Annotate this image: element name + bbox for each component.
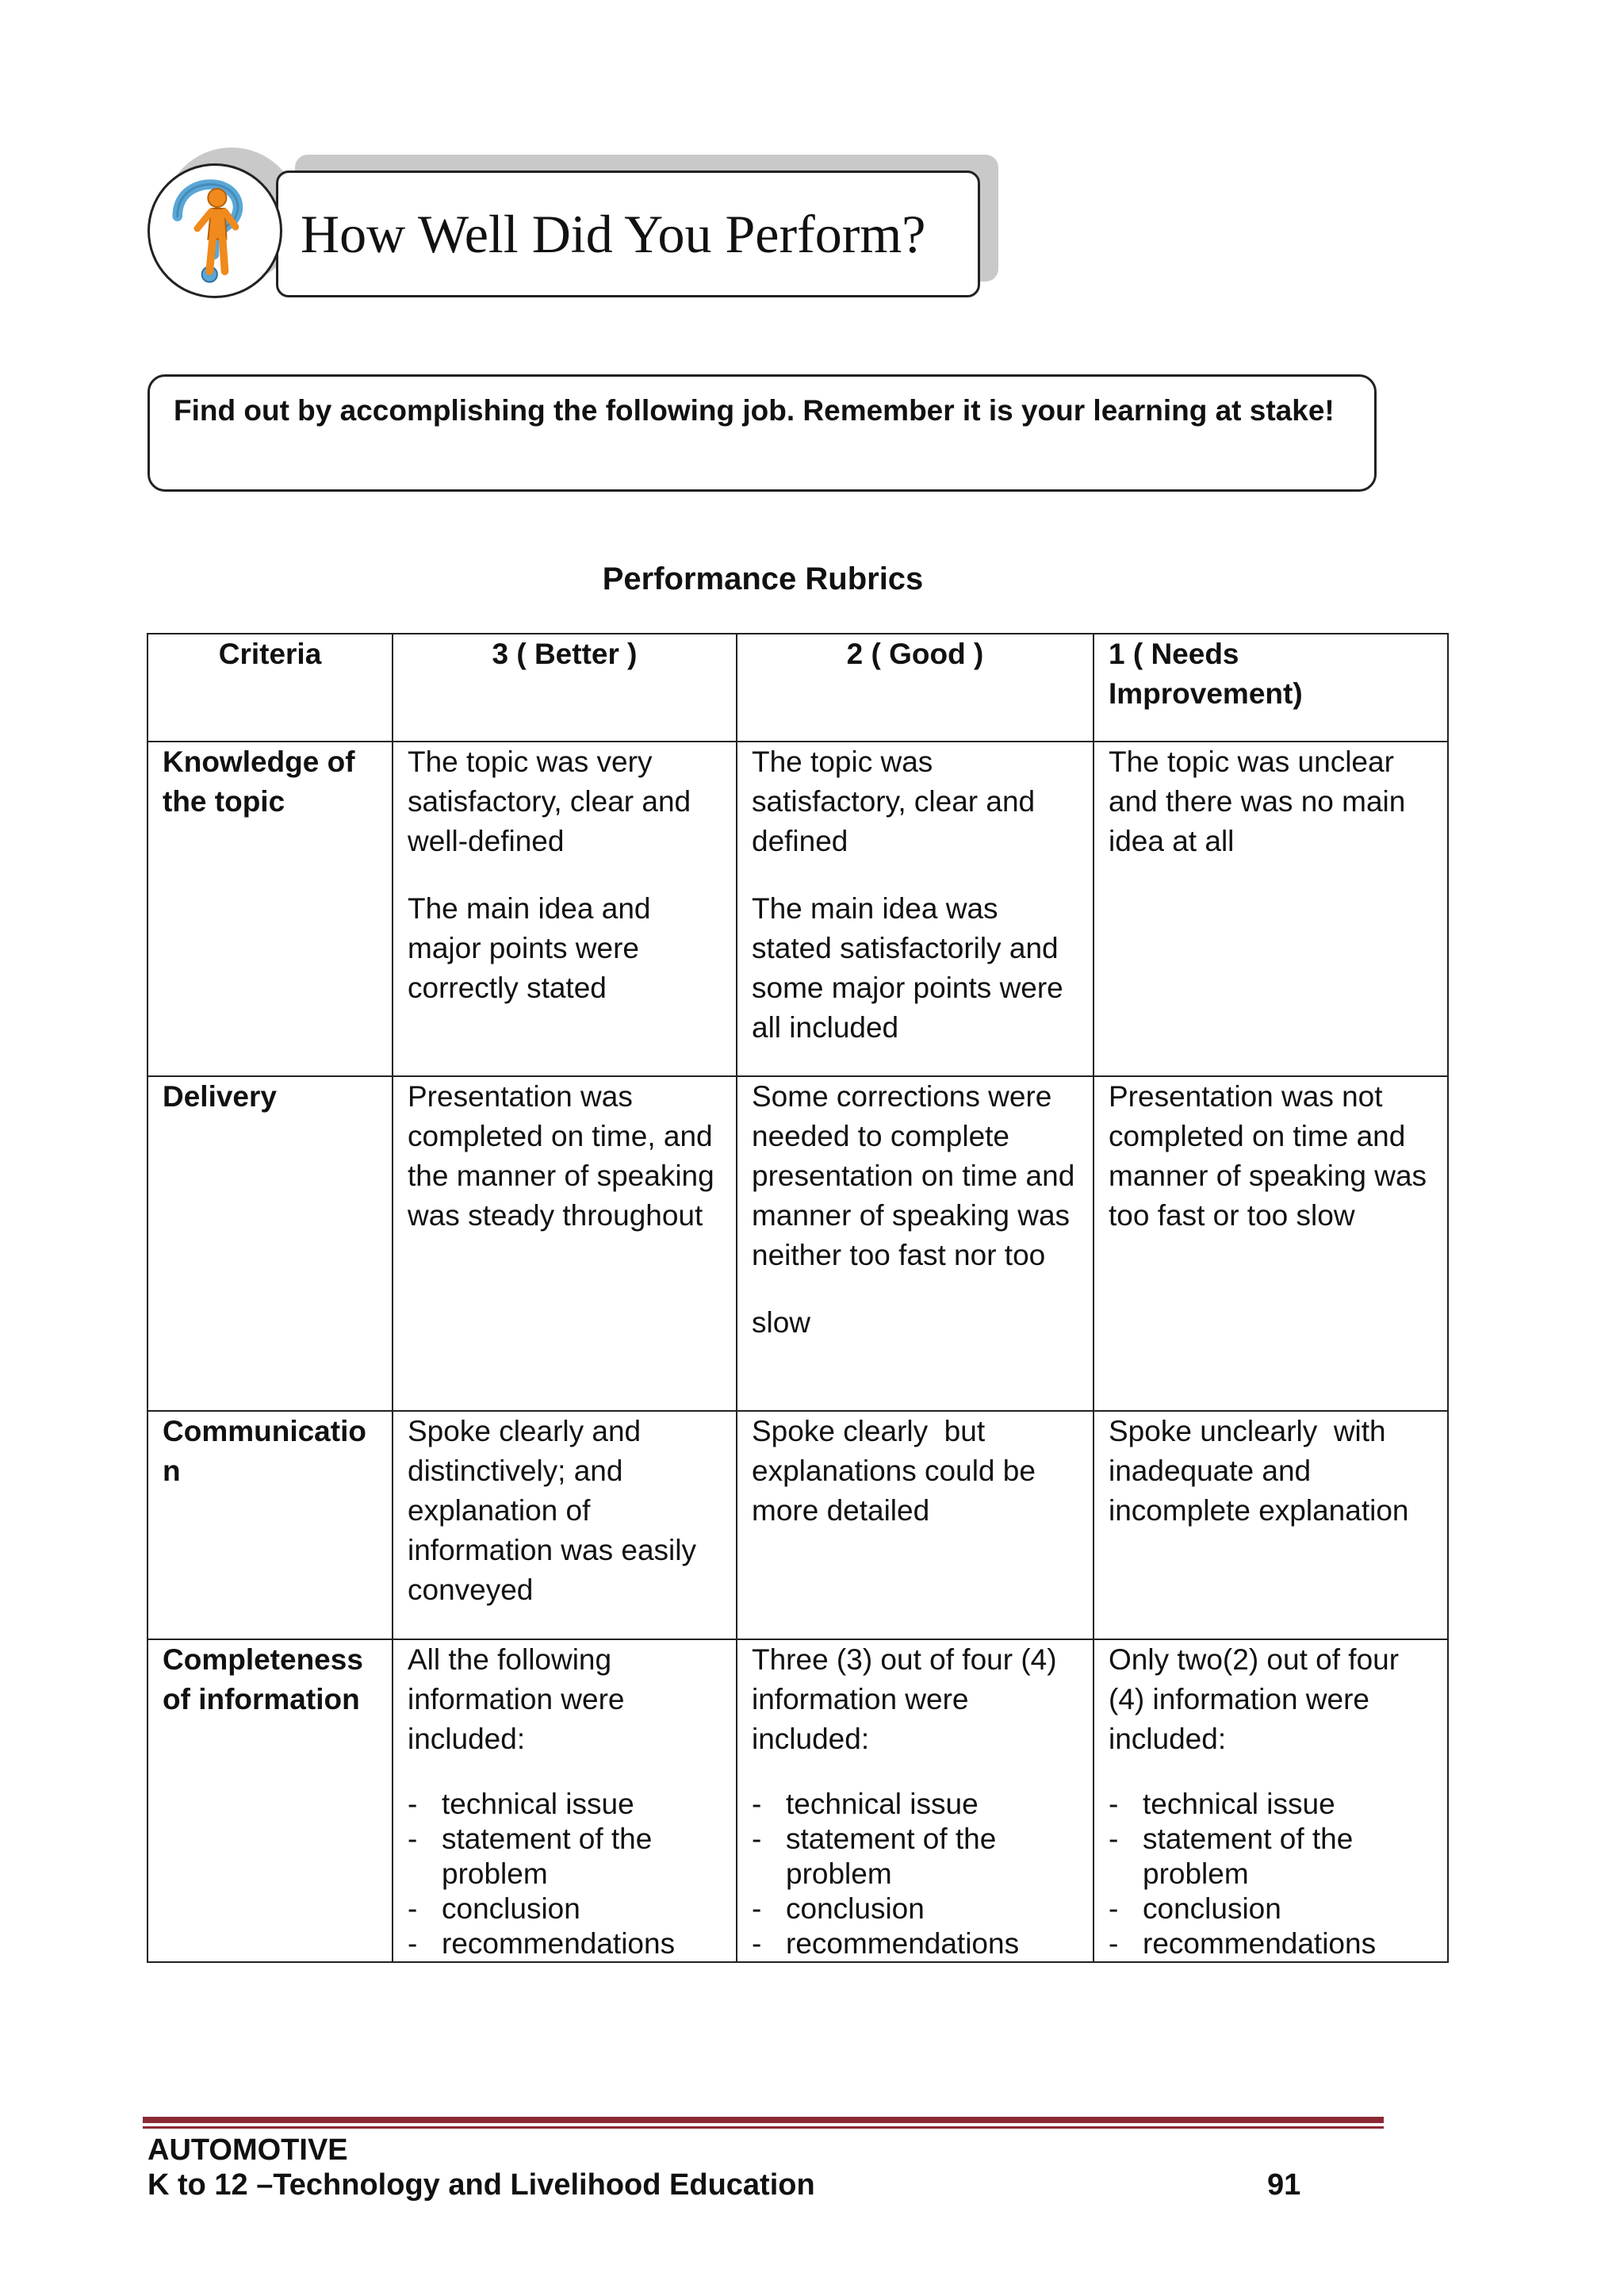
better-cell <box>393 742 737 1076</box>
header-good: 2 ( Good ) <box>737 634 1094 742</box>
needs-improvement-cell <box>1094 1076 1448 1411</box>
list-item: - conclusion <box>408 1892 722 1926</box>
list-item: - statement of the problem <box>1109 1822 1433 1892</box>
list-item: - statement of the problem <box>408 1822 722 1892</box>
footer-subject: AUTOMOTIVE <box>147 2133 348 2167</box>
info-item-list <box>408 1787 722 1961</box>
criteria-cell: Delivery <box>147 1076 393 1411</box>
cell-paragraph: Presentation was completed on time, and the manner of speaking was steady throughout <box>408 1080 714 1232</box>
header-needs-improvement: 1 ( Needs Improvement) <box>1094 634 1448 742</box>
cell-paragraph: slow <box>752 1306 811 1339</box>
list-item: - statement of the problem <box>752 1822 1078 1892</box>
cell-paragraph: Three (3) out of four (4) information were included: <box>752 1643 1057 1755</box>
list-item: - conclusion <box>1109 1892 1433 1926</box>
cell-paragraph: Spoke clearly and distinctively; and explanation of information was easily conveyed <box>408 1415 696 1606</box>
cell-paragraph: All the following information were included: <box>408 1643 625 1755</box>
table-row <box>147 1411 1448 1639</box>
info-item-list <box>752 1787 1078 1961</box>
needs-improvement-cell <box>1094 1639 1448 1962</box>
table-row <box>147 1639 1448 1962</box>
page-title-banner <box>276 171 980 297</box>
info-item-list <box>1109 1787 1433 1961</box>
better-cell <box>393 1639 737 1962</box>
list-item: - technical issue <box>752 1787 1078 1822</box>
list-item: - technical issue <box>1109 1787 1433 1822</box>
cell-paragraph: The main idea was stated satisfactorily and some major points were all included <box>752 892 1063 1044</box>
good-cell <box>737 1639 1094 1962</box>
cell-paragraph: Spoke unclearly with inadequate and incomplete explanation <box>1109 1415 1409 1527</box>
criteria-cell: Knowledge of the topic <box>147 742 393 1076</box>
header-better: 3 ( Better ) <box>393 634 737 742</box>
cell-paragraph: The topic was satisfactory, clear and defined <box>752 746 1036 857</box>
cell-paragraph: Spoke clearly but explanations could be more detailed <box>752 1415 1044 1527</box>
cell-paragraph: The topic was unclear and there was no main idea at all <box>1109 746 1406 857</box>
footer-divider <box>143 2117 1384 2123</box>
needs-improvement-cell <box>1094 1411 1448 1639</box>
table-header-row <box>147 634 1448 742</box>
good-cell <box>737 1411 1094 1639</box>
list-item: - recommendations <box>1109 1926 1433 1961</box>
cell-paragraph: Presentation was not completed on time and manner of speaking was too fast or too slow <box>1109 1080 1427 1232</box>
good-cell <box>737 1076 1094 1411</box>
footer-divider-thin <box>143 2126 1384 2129</box>
needs-improvement-cell <box>1094 742 1448 1076</box>
table-row <box>147 742 1448 1076</box>
page-number: 91 <box>1267 2168 1301 2202</box>
header-criteria: Criteria <box>147 634 393 742</box>
footer-course-title: K to 12 –Technology and Livelihood Education <box>147 2168 815 2202</box>
list-item: - conclusion <box>752 1892 1078 1926</box>
criteria-cell: Communication <box>147 1411 393 1639</box>
criteria-cell: Completeness of information <box>147 1639 393 1962</box>
list-item: - technical issue <box>408 1787 722 1822</box>
list-item: - recommendations <box>752 1926 1078 1961</box>
performance-rubric-table <box>147 633 1449 1963</box>
page-title: How Well Did You Perform? <box>301 203 926 264</box>
better-cell <box>393 1411 737 1639</box>
section-title: Performance Rubrics <box>602 562 924 596</box>
cell-paragraph: Only two(2) out of four (4) information were included: <box>1109 1643 1400 1755</box>
cell-paragraph: The main idea and major points were correctly stated <box>408 892 651 1004</box>
cell-paragraph: The topic was very satisfactory, clear and well-defined <box>408 746 691 857</box>
table-row <box>147 1076 1448 1411</box>
list-item: - recommendations <box>408 1926 722 1961</box>
question-mark-figure-icon <box>147 163 282 298</box>
instruction-text: Find out by accomplishing the following job. Remember it is your learning at stake! <box>174 394 1335 427</box>
cell-paragraph: Some corrections were needed to complete presentation on time and manner of speaking was neither too fast nor too <box>752 1080 1075 1271</box>
good-cell <box>737 742 1094 1076</box>
better-cell <box>393 1076 737 1411</box>
instruction-box <box>147 374 1377 492</box>
